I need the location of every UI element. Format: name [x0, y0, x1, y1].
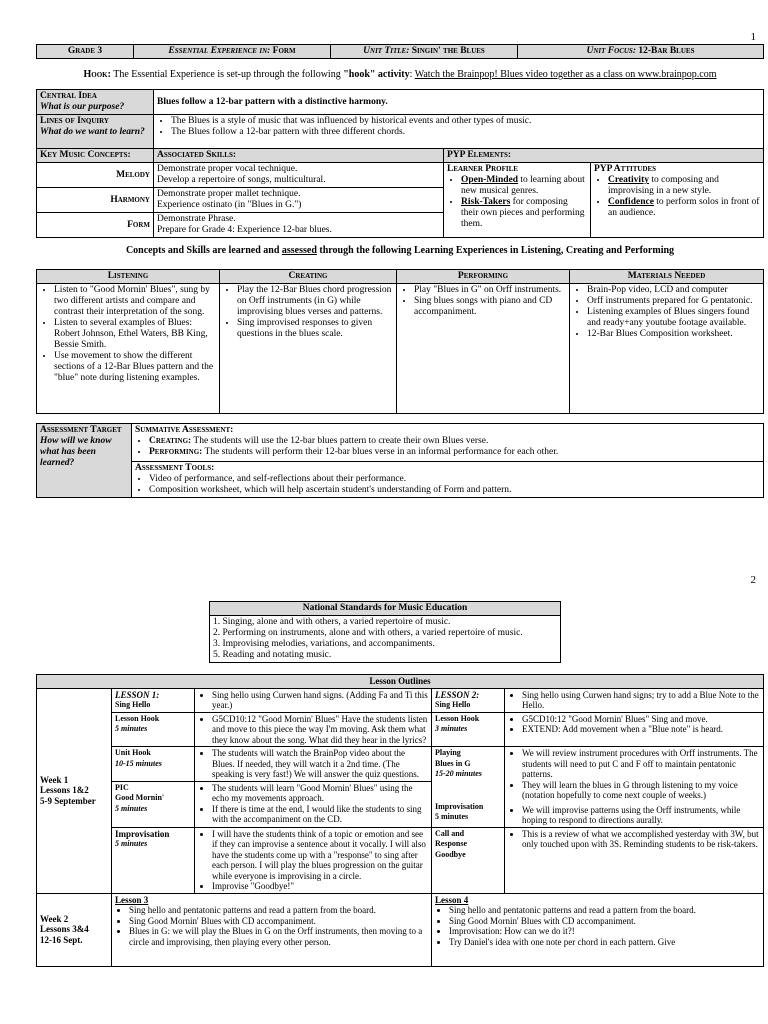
list-item: 3. Improvising melodies, variations, and accompaniments.	[213, 639, 435, 649]
list-item: • EXTEND: Add movement when a "Blue note" is heard.	[522, 724, 760, 735]
list-item: • Creativity to composing and improvising in a new style.	[608, 175, 760, 197]
materials-list	[573, 285, 760, 340]
page-number-2: 2	[750, 574, 756, 586]
standards-table	[209, 601, 561, 663]
list-item: • I will have the students think of a topic or emotion and see if they can improvise a sentence about it vocally. I will also have the students come up with a "response" to sing after each person. I will play the blues progression on the guitar while everyone is improvising in a circle.	[212, 829, 428, 882]
week2-label: Week 2 Lessons 3&4 12-16 Sept.	[37, 893, 112, 966]
essential-label: Essential Experience in:	[168, 46, 271, 56]
list-item: 1. Singing, alone and with others, a varied repertoire of music.	[213, 617, 451, 627]
central-idea-table: Central Idea What is our purpose? Blues follow a 12-bar pattern with a distinctive harmony. Lines of Inquiry What do we want to learn? • The Blues is a style of music that was influenced by historical events and other types of music. • The Blues follow a 12-bar pattern with three different chords.	[36, 89, 764, 149]
list-item: • Blues in G: we will play the Blues in G on the Orff instruments, then moving to a circle and improvising, then playing every other person.	[129, 926, 428, 947]
standards-title: National Standards for Music Education	[210, 602, 561, 616]
list-item: • Improvise "Goodbye!"	[212, 881, 428, 892]
list-item: • Performing: The students will perform their 12-bar blues verse in an informal performance for each other.	[149, 447, 760, 458]
list-item: • Video of performance, and self-reflections about their performance.	[149, 474, 760, 485]
learner-profile-title: Learner Profile	[447, 164, 518, 174]
list-item: • Sing improvised responses to given questions in the blues scale.	[237, 318, 393, 340]
list-item: • This is a review of what we accomplished yesterday with 3W, but only touched upon with 3S. Reminding students to be risk-takers.	[522, 829, 760, 850]
list-item: • Sing Good Mornin' Blues with CD accompaniment.	[129, 916, 428, 927]
unit-focus-label: Unit Focus:	[586, 46, 636, 56]
central-idea-value: Blues follow a 12-bar pattern with a distinctive harmony.	[157, 96, 388, 107]
list-item: • Open-Minded to learning about new musical genres.	[461, 175, 587, 197]
concept-form: Form	[127, 219, 150, 230]
lesson-outlines-table: Lesson Outlines Week 1 Lessons 1&2 5-9 September LESSON 1: Sing Hello • Sing hello using Curwen hand signs. (Adding Fa and Ti this year.) LESSON 2: Sing Hello • Sing hello using Curwen hand signs; try to add a Blue Note to the Hello. Lesson Hook 5 minutes • G5CD10:12 "Good Mornin' Blues" Have the students listen and move to this piece the way I'm moving. Ask them what they know about the song. What did they hear in the lyrics? Lesson Hook 3 minutes • G5CD10:12 "Good Mornin' Blues" Sing and move. • EXTEND: Add movement when a "Blue note" is heard. Unit Hook 10-15 minutes • The students will watch the BrainPop video about the Blues. If needed, they will watch it a 2nd time. (The speaking is very fast!) We will answer the quiz questions. Playing Blues in G 15-20 minutes Improvisation 5 minutes • We will review instrument procedures with Orff instruments. The students will need to put C and F off to maintain pentatonic patterns. • They will learn the blues in G through listening to my voice (notation hopefully to come next couple of weeks.) • We will improvise patterns using the Orff instruments, while hoping to respond to directions aurally. PIC Good Mornin' 5 minutes • The students will learn "Good Mornin' Blues" using the echo my movements approach. • If there is time at the end, I would like the students to sing with the accompaniment on the CD. Improvisation 5 minutes • I will have the students think of a topic or emotion and see if they can improvise a sentence about it vocally. I will also have the students come up with a "response" to sing after each person. I will play the blues progression on the guitar while everyone is improvising in a circle. • Improvise "Goodbye!" Call and Response Goodbye • This is a review of what we accomplished yesterday with 3W, but only touched upon with 3S. Reminding students to be risk-takers. Week 2 Lessons 3&4 12-16 Sept. Lesson 3 • Sing hello and pentatonic patterns and read a pattern from the board. • Sing Good Mornin' Blues with CD accompaniment. • Blues in G: we will play the Blues in G on the Orff instruments, then moving to a circle and improvising, then playing every other person. Lesson 4 • Sing hello and pentatonic patterns and read a pattern from the board. • Sing Good Mornin' Blues with CD accompaniment. • Improvisation: How can we do it?! • Try Daniel's idea with one note per chord in each pattern. Give	[36, 674, 764, 967]
list-item: • Listen to "Good Mornin' Blues", sung by two different artists and compare and contrast their interpretation of the song.	[54, 285, 216, 318]
list-item: • Try Daniel's idea with one note per chord in each pattern. Give	[449, 937, 760, 948]
list-item: • Improvisation: How can we do it?!	[449, 926, 760, 937]
essential-value: Form	[272, 46, 296, 56]
unit-header-table	[36, 44, 764, 59]
list-item: • Sing blues songs with piano and CD accompaniment.	[414, 296, 566, 318]
list-item: • 12-Bar Blues Composition worksheet.	[587, 329, 760, 340]
grade-label: Grade 3	[67, 46, 103, 56]
experiences-table: Listening Creating Performing Materials Needed • Listen to "Good Mornin' Blues", sung by two different artists and compare and contrast their interpretation of the song. • Listen to several examples of Blues: Robert Johnson, Ethel Waters, BB King, Bessie Smith. • Use movement to show the different sections of a 12-Bar Blues pattern and the "blue" note during listening examples. • Play the 12-Bar Blues chord progression on Orff instruments (in G) while improvising blues verses and patterns. • Sing improvised responses to given questions in the blues scale. • Play "Blues in G" on Orff instruments. • Sing blues songs with piano and CD accompaniment. • Brain-Pop video, LCD and computer • Orff instruments prepared for G pentatonic. • Listening examples of Blues singers found and ready+any youtube footage available. • 12-Bar Blues Composition worksheet.	[36, 269, 764, 414]
list-item: • We will improvise patterns using the Orff instruments, while hoping to respond to directions aurally.	[522, 805, 760, 826]
concepts-statement: Concepts and Skills are learned and assessed through the following Learning Experiences in Listening, Creating and Performing	[125, 245, 675, 256]
list-item: • G5CD10:12 "Good Mornin' Blues" Have the students listen and move to this piece the way I'm moving. Ask them what they know about the song. What did they hear in the lyrics?	[212, 714, 428, 746]
lesson-outlines-title: Lesson Outlines	[37, 675, 764, 689]
performing-list	[400, 285, 566, 318]
list-item: • Play "Blues in G" on Orff instruments.	[414, 285, 566, 296]
hook-line: Hook: The Essential Experience is set-up through the following "hook" activity: Watch the Brainpop! Blues video together as a class on www.brainpop.com	[83, 69, 717, 80]
list-item: • The Blues follow a 12-bar pattern with three different chords.	[171, 127, 760, 138]
list-item: • The Blues is a style of music that was influenced by historical events and other types of music.	[171, 116, 760, 127]
creating-list	[223, 285, 393, 340]
list-item: 2. Performing on instruments, alone and with others, a varied repertoire of music.	[213, 628, 523, 638]
list-item: • The students will learn "Good Mornin' Blues" using the echo my movements approach.	[212, 783, 428, 804]
list-item: • Brain-Pop video, LCD and computer	[587, 285, 760, 296]
listening-list	[40, 285, 216, 384]
list-item: • Sing Good Mornin' Blues with CD accompaniment.	[449, 916, 760, 927]
page-number-1: 1	[750, 31, 756, 43]
list-item: • Risk-Takers for composing their own pieces and performing them.	[461, 197, 587, 230]
week1-label: Week 1 Lessons 1&2 5-9 September	[37, 688, 112, 893]
list-item: • Listening examples of Blues singers found and ready+any youtube footage available.	[587, 307, 760, 329]
list-item: • Creating: The students will use the 12-bar blues pattern to create their own Blues verse.	[149, 436, 760, 447]
list-item: • Composition worksheet, which will help ascertain student's understanding of Form and pattern.	[149, 485, 760, 496]
unit-focus-value: 12-Bar Blues	[638, 46, 695, 56]
list-item: • Sing hello using Curwen hand signs. (Adding Fa and Ti this year.)	[212, 690, 428, 711]
concept-harmony: Harmony	[110, 194, 150, 205]
inquiry-list	[157, 116, 760, 138]
concept-melody: Melody	[116, 169, 150, 180]
list-item: • Sing hello using Curwen hand signs; try to add a Blue Note to the Hello.	[522, 690, 760, 711]
list-item: • Sing hello and pentatonic patterns and read a pattern from the board.	[449, 905, 760, 916]
list-item: • Play the 12-Bar Blues chord progression on Orff instruments (in G) while improvising blues verses and patterns.	[237, 285, 393, 318]
unit-title-value: Singin' the Blues	[411, 46, 485, 56]
list-item: • We will review instrument procedures with Orff instruments. The students will need to put C and F off to maintain pentatonic patterns.	[522, 748, 760, 780]
list-item: • If there is time at the end, I would like the students to sing with the accompaniment on the CD.	[212, 804, 428, 825]
list-item: • Confidence to perform solos in front of an audience.	[608, 197, 760, 219]
list-item: • Orff instruments prepared for G pentatonic.	[587, 296, 760, 307]
list-item: 5. Reading and notating music.	[213, 650, 332, 660]
list-item: • G5CD10:12 "Good Mornin' Blues" Sing and move.	[522, 714, 760, 725]
list-item: • They will learn the blues in G through listening to my voice (notation hopefully to come next couple of weeks.)	[522, 780, 760, 801]
concepts-table: Key Music Concepts: Associated Skills: PYP Elements: Melody Demonstrate proper vocal technique. Develop a repertoire of songs, multicultural. Learner Profile • Open-Minded to learning about new musical genres. • Risk-Takers for composing their own pieces and performing them. PYP Attitudes • Creativity to composing and improvising in a new style. • Confidence to perform solos in front of an audience. Harmony Demonstrate proper mallet technique. Experience ostinato (in "Blues in G.") Form Demonstrate Phrase. Prepare for Grade 4: Experience 12-bar blues.	[36, 148, 764, 238]
list-item: • The students will watch the BrainPop video about the Blues. If needed, they will watch it a 2nd time. (The speaking is very fast!) We will answer the quiz questions.	[212, 748, 428, 780]
assessment-table: Assessment Target How will we know what has been learned? Summative Assessment: • Creating: The students will use the 12-bar blues pattern to create their own Blues verse. • Performing: The students will perform their 12-bar blues verse in an informal performance for each other. Assessment Tools: • Video of performance, and self-reflections about their performance. • Composition worksheet, which will help ascertain student's understanding of Form and pattern.	[36, 423, 764, 498]
list-item: • Listen to several examples of Blues: Robert Johnson, Ethel Waters, BB King, Bessie Smith.	[54, 318, 216, 351]
list-item: • Use movement to show the different sections of a 12-Bar Blues pattern and the "blue" note during listening examples.	[54, 351, 216, 384]
list-item: • Sing hello and pentatonic patterns and read a pattern from the board.	[129, 905, 428, 916]
pyp-attitudes-title: PYP Attitudes	[594, 164, 657, 174]
unit-title-label: Unit Title:	[363, 46, 410, 56]
